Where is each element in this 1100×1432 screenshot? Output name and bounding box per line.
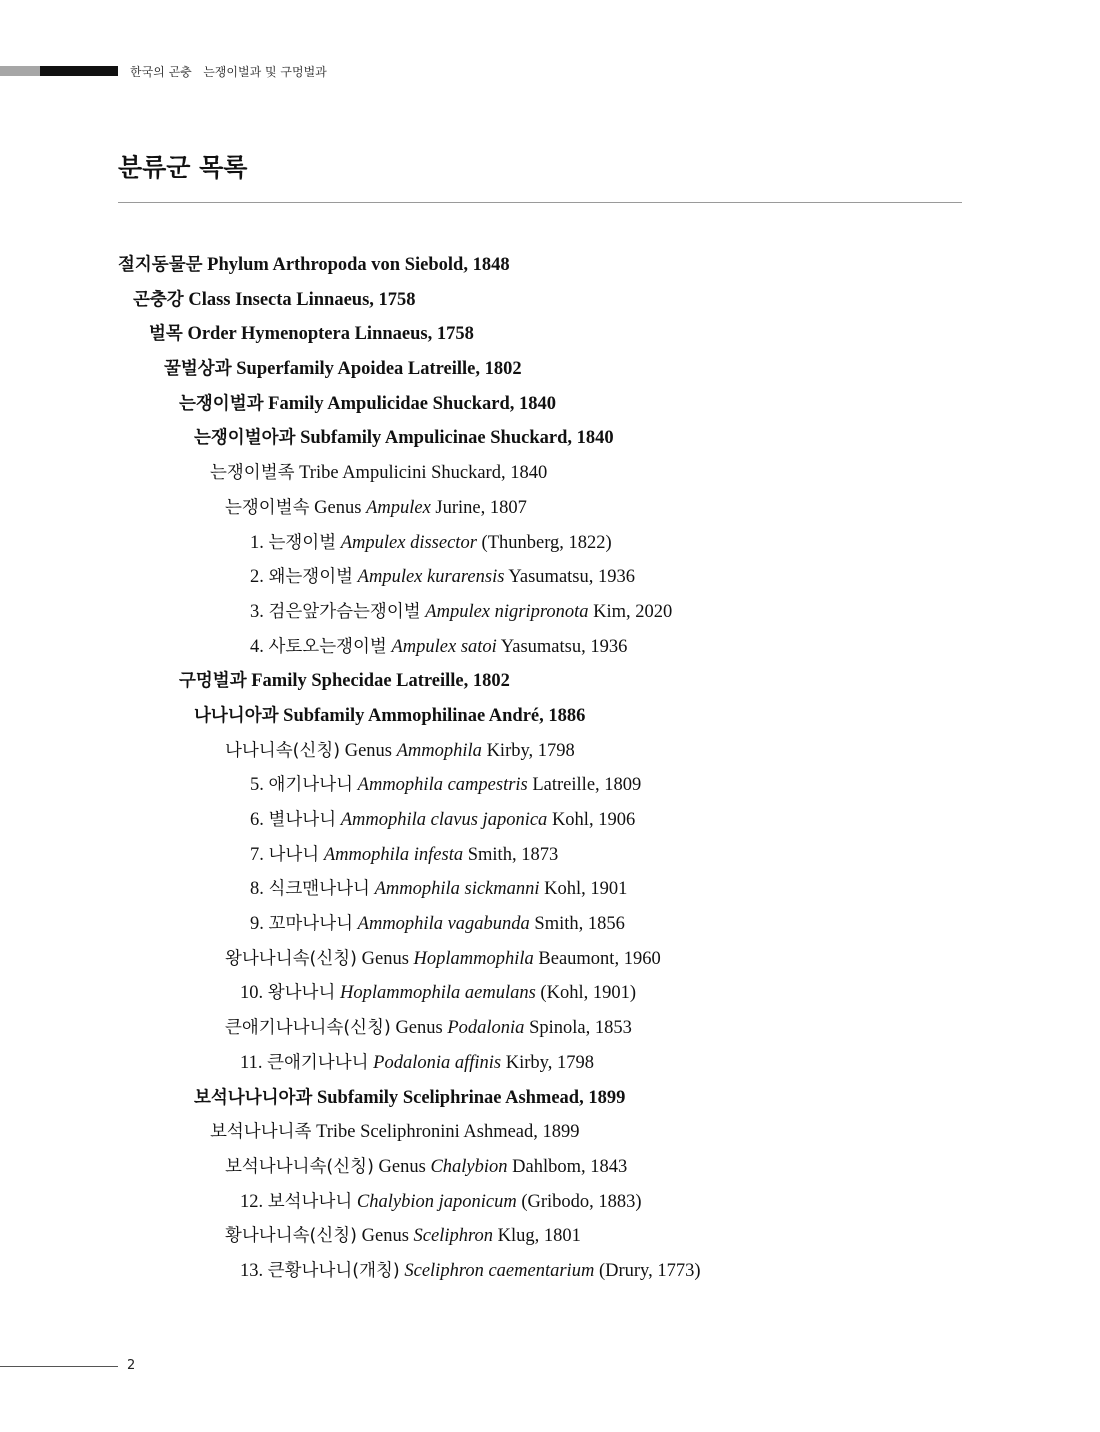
header-black-bar <box>40 66 118 76</box>
taxon-scientific-name: Ampulex dissector <box>340 532 477 553</box>
taxon-authority: Beaumont, 1960 <box>538 948 661 969</box>
taxon-row <box>0 1150 1100 1185</box>
taxon-list <box>0 248 1100 1289</box>
taxon-scientific-name: Ammophila campestris <box>357 775 528 796</box>
taxon-rank: Subfamily <box>300 428 382 449</box>
taxon-row <box>0 526 1100 561</box>
taxon-scientific-name: Ampulex satoi <box>391 636 497 657</box>
taxon-authority: Jurine, 1807 <box>435 497 527 518</box>
taxon-authority: Ampulicini Shuckard, 1840 <box>342 463 548 484</box>
taxon-authority: Kohl, 1906 <box>551 810 636 830</box>
taxon-row <box>0 1254 1100 1289</box>
taxon-rank: Genus <box>344 740 392 761</box>
taxon-korean-name: 곤충강 <box>133 289 184 310</box>
taxon-row <box>0 1185 1100 1220</box>
running-title: 한국의 곤충 는쟁이벌과 및 구멍벌과 <box>130 65 327 79</box>
taxon-row <box>0 456 1100 491</box>
taxon-scientific-name: Ampulex kurarensis <box>357 567 505 588</box>
taxon-number: 2. <box>250 567 264 588</box>
taxon-authority: Hymenoptera Linnaeus, 1758 <box>241 324 474 345</box>
taxon-number: 10. <box>240 983 264 1004</box>
taxon-authority: Yasumatsu, 1936 <box>508 567 635 588</box>
taxon-korean-name: 검은앞가슴는쟁이벌 <box>268 601 421 622</box>
taxon-scientific-name: Hoplammophila aemulans <box>340 983 536 1004</box>
taxon-scientific-name: Podalonia affinis <box>373 1052 502 1073</box>
taxon-authority: Kirby, 1798 <box>486 740 575 761</box>
taxon-number: 11. <box>240 1052 263 1073</box>
taxon-authority: (Gribodo, 1883) <box>521 1191 642 1212</box>
taxon-row <box>0 248 1100 283</box>
taxon-rank: Tribe <box>316 1122 356 1143</box>
taxon-row <box>0 595 1100 630</box>
taxon-number: 4. <box>250 636 264 657</box>
taxon-authority: Smith, 1856 <box>534 914 625 935</box>
taxon-authority: Insecta Linnaeus, 1758 <box>235 289 416 310</box>
taxon-number: 12. <box>240 1191 264 1212</box>
taxon-rank: Genus <box>395 1018 443 1039</box>
taxon-authority: Ampulicidae Shuckard, 1840 <box>327 393 556 414</box>
taxon-korean-name: 왕나나니 <box>267 983 336 1004</box>
taxon-number: 5. <box>250 775 264 796</box>
taxon-authority: Kirby, 1798 <box>505 1052 594 1073</box>
taxon-row <box>0 317 1100 352</box>
taxon-authority: Sceliphrinae Ashmead, 1899 <box>402 1087 626 1108</box>
taxon-authority: Arthropoda von Siebold, 1848 <box>272 255 510 275</box>
taxon-korean-name: 황나나니속(신칭) <box>225 1226 357 1247</box>
taxon-korean-name: 꼬마나나니 <box>268 914 354 935</box>
taxon-rank: Class <box>188 289 231 310</box>
taxon-row <box>0 838 1100 873</box>
taxon-row <box>0 1219 1100 1254</box>
taxon-authority: Apoidea Latreille, 1802 <box>337 359 522 380</box>
taxon-row <box>0 803 1100 838</box>
taxon-authority: Sphecidae Latreille, 1802 <box>311 671 510 692</box>
taxon-korean-name: 는쟁이벌과 <box>179 393 264 414</box>
taxon-row <box>0 1115 1100 1150</box>
taxon-korean-name: 큰황나나니(개칭) <box>267 1260 400 1281</box>
taxon-korean-name: 사토오는쟁이벌 <box>268 636 387 657</box>
taxon-korean-name: 별나나니 <box>268 810 337 830</box>
taxon-scientific-name: Hoplammophila <box>413 948 534 969</box>
taxon-number: 9. <box>250 914 264 935</box>
taxon-scientific-name: Ampulex <box>366 497 431 518</box>
taxon-row <box>0 664 1100 699</box>
taxon-korean-name: 절지동물문 <box>118 255 203 275</box>
taxon-rank: Genus <box>361 948 409 969</box>
taxon-scientific-name: Ammophila clavus japonica <box>340 810 548 830</box>
taxon-scientific-name: Podalonia <box>447 1018 525 1039</box>
taxon-rank: Family <box>268 393 324 414</box>
taxon-rank: Superfamily <box>236 359 334 380</box>
taxon-row <box>0 352 1100 387</box>
taxon-row <box>0 560 1100 595</box>
taxon-scientific-name: Sceliphron <box>413 1226 493 1247</box>
taxon-korean-name: 는쟁이벌 <box>268 532 337 553</box>
taxon-number: 6. <box>250 810 264 830</box>
taxon-korean-name: 꿀벌상과 <box>164 359 232 380</box>
taxon-authority: Kim, 2020 <box>593 601 673 622</box>
taxon-authority: Kohl, 1901 <box>544 879 628 900</box>
header-gray-bar <box>0 66 40 76</box>
taxon-row <box>0 768 1100 803</box>
taxon-korean-name: 큰애기나나니 <box>267 1052 369 1073</box>
taxon-row <box>0 630 1100 665</box>
taxon-korean-name: 왕나나니속(신칭) <box>225 948 357 969</box>
taxon-row <box>0 283 1100 318</box>
taxon-number: 7. <box>250 844 264 865</box>
taxon-row <box>0 421 1100 456</box>
taxon-row <box>0 1046 1100 1081</box>
footer-divider <box>0 1366 118 1367</box>
taxon-number: 1. <box>250 532 264 553</box>
taxon-rank: Subfamily <box>316 1087 399 1108</box>
taxon-authority: Yasumatsu, 1936 <box>500 636 628 657</box>
taxon-authority: Dahlbom, 1843 <box>512 1156 628 1177</box>
taxon-rank: Genus <box>314 497 362 518</box>
taxon-korean-name: 나나니아과 <box>194 705 279 726</box>
taxon-rank: Family <box>251 671 307 692</box>
taxon-scientific-name: Ammophila <box>396 740 482 761</box>
taxon-row <box>0 976 1100 1011</box>
taxon-korean-name: 는쟁이벌아과 <box>194 428 296 449</box>
taxon-korean-name: 큰애기나나니속(신칭) <box>225 1018 391 1039</box>
taxon-row <box>0 872 1100 907</box>
taxon-korean-name: 보석나나니족 <box>210 1122 312 1143</box>
taxon-korean-name: 왜는쟁이벌 <box>268 567 354 588</box>
taxon-row <box>0 491 1100 526</box>
taxon-number: 13. <box>240 1260 264 1281</box>
title-divider <box>118 202 962 203</box>
taxon-korean-name: 는쟁이벌족 <box>210 463 295 484</box>
taxon-authority: Smith, 1873 <box>467 844 559 865</box>
taxon-authority: Spinola, 1853 <box>529 1018 632 1039</box>
taxon-authority: Klug, 1801 <box>497 1226 581 1247</box>
taxon-korean-name: 보석나나니 <box>267 1191 353 1212</box>
taxon-rank: Genus <box>361 1226 409 1247</box>
taxon-number: 8. <box>250 879 264 900</box>
taxon-korean-name: 애기나나니 <box>268 775 354 796</box>
taxon-authority: Sceliphronini Ashmead, 1899 <box>360 1122 580 1143</box>
taxon-scientific-name: Chalybion <box>430 1156 508 1177</box>
taxon-korean-name: 보석나나니속(신칭) <box>225 1156 374 1177</box>
taxon-row <box>0 907 1100 942</box>
taxon-row <box>0 942 1100 977</box>
page-number: 2 <box>127 1358 136 1373</box>
taxon-rank: Genus <box>378 1156 426 1177</box>
taxon-row <box>0 1081 1100 1116</box>
taxon-scientific-name: Ammophila vagabunda <box>357 914 530 935</box>
taxon-authority: (Kohl, 1901) <box>540 983 636 1004</box>
taxon-authority: (Drury, 1773) <box>598 1260 701 1281</box>
taxon-number: 3. <box>250 601 264 622</box>
taxon-authority: Latreille, 1809 <box>532 775 642 796</box>
taxon-korean-name: 나나니 <box>268 844 320 865</box>
taxon-scientific-name: Sceliphron caementarium <box>404 1260 595 1281</box>
taxon-scientific-name: Chalybion japonicum <box>356 1191 517 1212</box>
taxon-rank: Tribe <box>299 463 339 484</box>
taxon-row <box>0 1011 1100 1046</box>
taxon-rank: Order <box>187 324 237 345</box>
taxon-korean-name: 벌목 <box>149 324 183 345</box>
taxon-korean-name: 보석나나니아과 <box>194 1087 313 1108</box>
page-title: 분류군 목록 <box>118 153 248 182</box>
taxon-authority: (Thunberg, 1822) <box>481 532 612 553</box>
taxon-authority: Ampulicinae Shuckard, 1840 <box>384 428 614 449</box>
taxon-scientific-name: Ammophila sickmanni <box>374 879 540 900</box>
taxon-scientific-name: Ampulex nigripronota <box>425 601 589 622</box>
taxon-authority: Ammophilinae André, 1886 <box>367 705 586 726</box>
taxon-korean-name: 식크맨나나니 <box>268 879 370 900</box>
taxon-korean-name: 구멍벌과 <box>179 671 247 692</box>
taxon-scientific-name: Ammophila infesta <box>323 844 464 865</box>
taxon-korean-name: 나나니속(신칭) <box>225 740 341 761</box>
taxon-korean-name: 는쟁이벌속 <box>225 497 310 518</box>
taxon-row <box>0 387 1100 422</box>
taxon-row <box>0 699 1100 734</box>
taxon-rank: Phylum <box>207 255 269 275</box>
taxon-row <box>0 734 1100 769</box>
taxon-rank: Subfamily <box>283 705 365 726</box>
